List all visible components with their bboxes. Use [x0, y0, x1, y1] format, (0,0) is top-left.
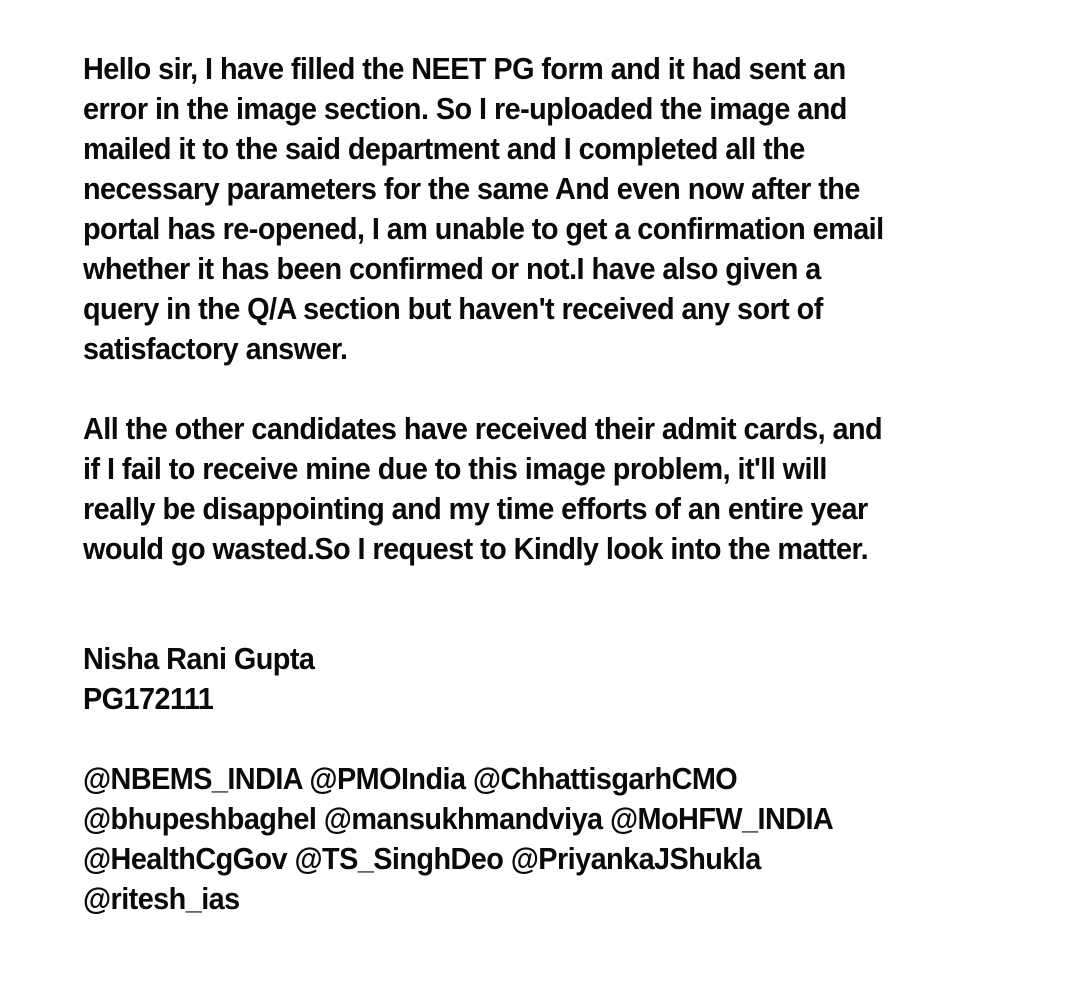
text-line: whether it has been confirmed or not.I have also given a	[83, 251, 821, 286]
text-line: satisfactory answer.	[83, 331, 348, 366]
paragraph-request	[83, 409, 1046, 569]
letter-document	[83, 49, 1043, 919]
mention-line: @NBEMS_INDIA @PMOIndia @ChhattisgarhCMO	[83, 761, 738, 796]
text-line: Hello sir, I have filled the NEET PG form and it had sent an	[83, 51, 846, 86]
mentions-block	[83, 759, 1046, 919]
signature-name: Nisha Rani Gupta	[83, 641, 315, 676]
text-line: All the other candidates have received their admit cards, and	[83, 411, 883, 446]
paragraph-complaint	[83, 49, 1046, 369]
mention-line: @ritesh_ias	[83, 881, 240, 916]
mention-line: @HealthCgGov @TS_SinghDeo @PriyankaJShukla	[83, 841, 761, 876]
signature-block	[83, 639, 1046, 719]
text-line: mailed it to the said department and I completed all the	[83, 131, 805, 166]
signature-id: PG172111	[83, 681, 214, 716]
text-line: necessary parameters for the same And even now after the	[83, 171, 860, 206]
mention-line: @bhupeshbaghel @mansukhmandviya @MoHFW_INDIA	[83, 801, 834, 836]
text-line: portal has re-opened, I am unable to get a confirmation email	[83, 211, 884, 246]
text-line: if I fail to receive mine due to this image problem, it'll will	[83, 451, 827, 486]
text-line: would go wasted.So I request to Kindly look into the matter.	[83, 531, 869, 566]
text-line: error in the image section. So I re-uploaded the image and	[83, 91, 847, 126]
text-line: query in the Q/A section but haven't received any sort of	[83, 291, 823, 326]
text-line: really be disappointing and my time efforts of an entire year	[83, 491, 868, 526]
